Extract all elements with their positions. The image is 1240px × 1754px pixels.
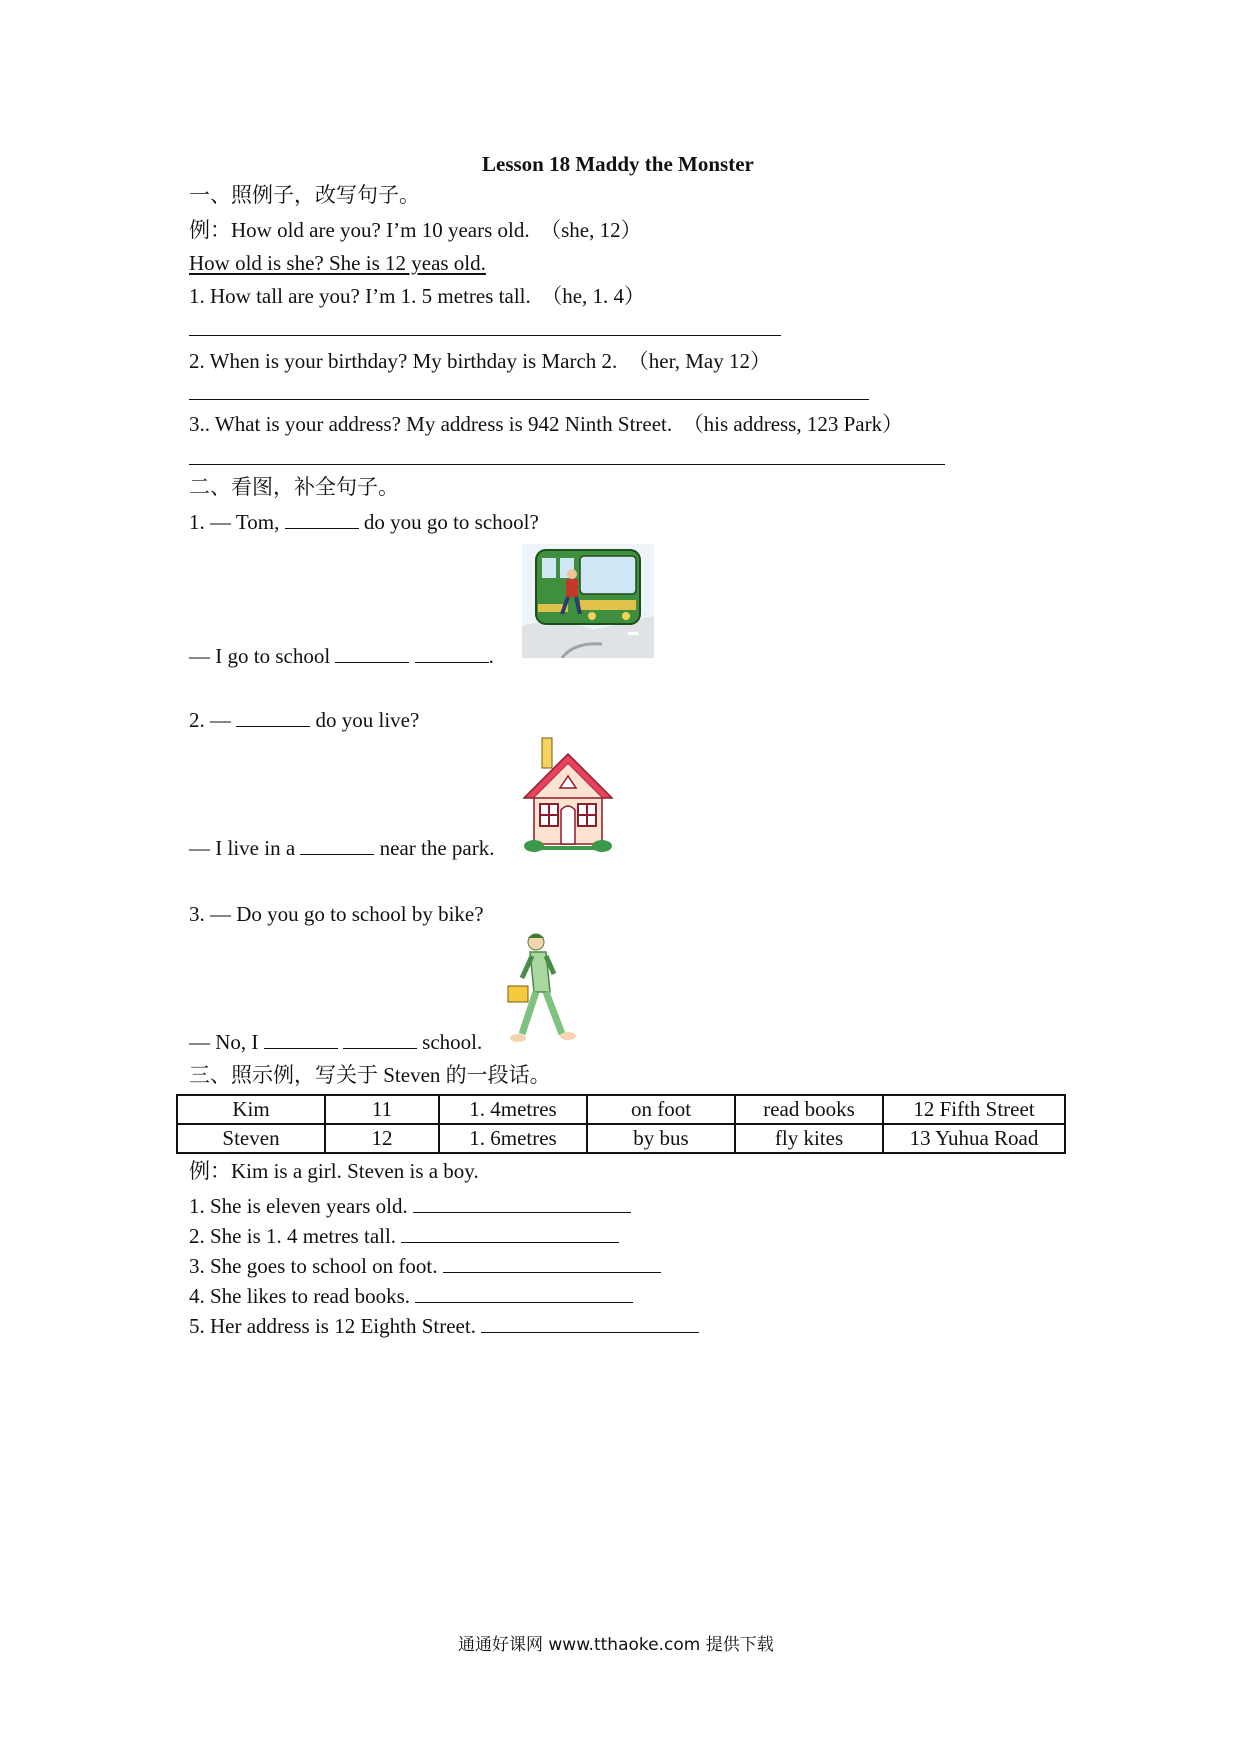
q3-answer-post: school. — [422, 1030, 483, 1054]
paragraph-blank-5[interactable] — [481, 1314, 699, 1333]
paragraph-item-5 — [189, 1313, 699, 1339]
q1-blank-1[interactable] — [285, 510, 359, 529]
paragraph-item-2 — [189, 1223, 619, 1249]
section-3-heading: 三、照示例，写关于 Steven 的一段话。 — [189, 1063, 551, 1087]
paragraph-blank-2[interactable] — [401, 1224, 619, 1243]
table-cell: Kim — [177, 1095, 325, 1124]
q2-question — [189, 707, 419, 733]
table-cell: 1. 6metres — [439, 1124, 587, 1153]
paragraph-item-text: 2. She is 1. 4 metres tall. — [189, 1224, 397, 1248]
q1-blank-3[interactable] — [415, 644, 489, 663]
answer-line-1[interactable] — [189, 335, 781, 336]
paragraph-item-1 — [189, 1193, 631, 1219]
walking-man-picture — [500, 930, 586, 1050]
table-cell: Steven — [177, 1124, 325, 1153]
table-cell: fly kites — [735, 1124, 883, 1153]
rewrite-item-3: 3.. What is your address? My address is 942 Ninth Street. （his address, 123 Park） — [189, 412, 904, 436]
paragraph-blank-3[interactable] — [443, 1254, 661, 1273]
q1-question-pre: 1. — Tom, — [189, 510, 280, 534]
example-question: 例：How old are you? I’m 10 years old. （she, 12） — [189, 218, 642, 242]
q1-question-post: do you go to school? — [363, 510, 539, 534]
house-picture — [522, 736, 614, 854]
footer-credit: 通通好课网 www.tthaoke.com 提供下载 — [458, 1635, 774, 1655]
paragraph-item-text: 1. She is eleven years old. — [189, 1194, 408, 1218]
q3-answer-pre: — No, I — [189, 1030, 259, 1054]
paragraph-blank-4[interactable] — [415, 1284, 633, 1303]
q1-question — [189, 509, 539, 535]
table-cell: read books — [735, 1095, 883, 1124]
table-row — [177, 1124, 1065, 1153]
page-title: Lesson 18 Maddy the Monster — [482, 152, 754, 176]
paragraph-item-4 — [189, 1283, 633, 1309]
rewrite-item-1: 1. How tall are you? I’m 1. 5 metres tall. （he, 1. 4） — [189, 284, 646, 308]
q3-question: 3. — Do you go to school by bike? — [189, 902, 484, 926]
q1-answer — [189, 643, 494, 669]
table-cell: 12 — [325, 1124, 439, 1153]
q2-answer-pre: — I live in a — [189, 836, 296, 860]
q3-blank-1[interactable] — [264, 1030, 338, 1049]
paragraph-blank-1[interactable] — [413, 1194, 631, 1213]
paragraph-item-text: 3. She goes to school on foot. — [189, 1254, 438, 1278]
table-row — [177, 1095, 1065, 1124]
answer-line-2[interactable] — [189, 399, 869, 400]
paragraph-item-text: 4. She likes to read books. — [189, 1284, 411, 1308]
section-1-heading: 一、照例子，改写句子。 — [189, 183, 420, 207]
q2-answer-post: near the park. — [379, 836, 495, 860]
q2-blank-1[interactable] — [236, 708, 310, 727]
q2-question-pre: 2. — — [189, 708, 231, 732]
table-cell: 13 Yuhua Road — [883, 1124, 1065, 1153]
table-cell: 1. 4metres — [439, 1095, 587, 1124]
example-answer: How old is she? She is 12 yeas old. — [189, 251, 486, 275]
q2-answer — [189, 835, 495, 861]
table-cell: 11 — [325, 1095, 439, 1124]
answer-line-3[interactable] — [189, 464, 945, 465]
bus-picture — [522, 544, 654, 658]
info-table — [176, 1094, 1066, 1154]
table-cell: by bus — [587, 1124, 735, 1153]
paragraph-item-3 — [189, 1253, 661, 1279]
q2-question-post: do you live? — [315, 708, 420, 732]
q3-answer — [189, 1029, 482, 1055]
q3-blank-2[interactable] — [343, 1030, 417, 1049]
q1-answer-post: . — [488, 644, 494, 668]
q2-blank-2[interactable] — [300, 836, 374, 855]
table-cell: 12 Fifth Street — [883, 1095, 1065, 1124]
q1-answer-pre: — I go to school — [189, 644, 331, 668]
rewrite-item-2: 2. When is your birthday? My birthday is March 2. （her, May 12） — [189, 349, 772, 373]
q1-blank-2[interactable] — [335, 644, 409, 663]
section-3-example: 例：Kim is a girl. Steven is a boy. — [189, 1159, 479, 1183]
table-cell: on foot — [587, 1095, 735, 1124]
paragraph-item-text: 5. Her address is 12 Eighth Street. — [189, 1314, 476, 1338]
section-2-heading: 二、看图，补全句子。 — [189, 475, 399, 499]
